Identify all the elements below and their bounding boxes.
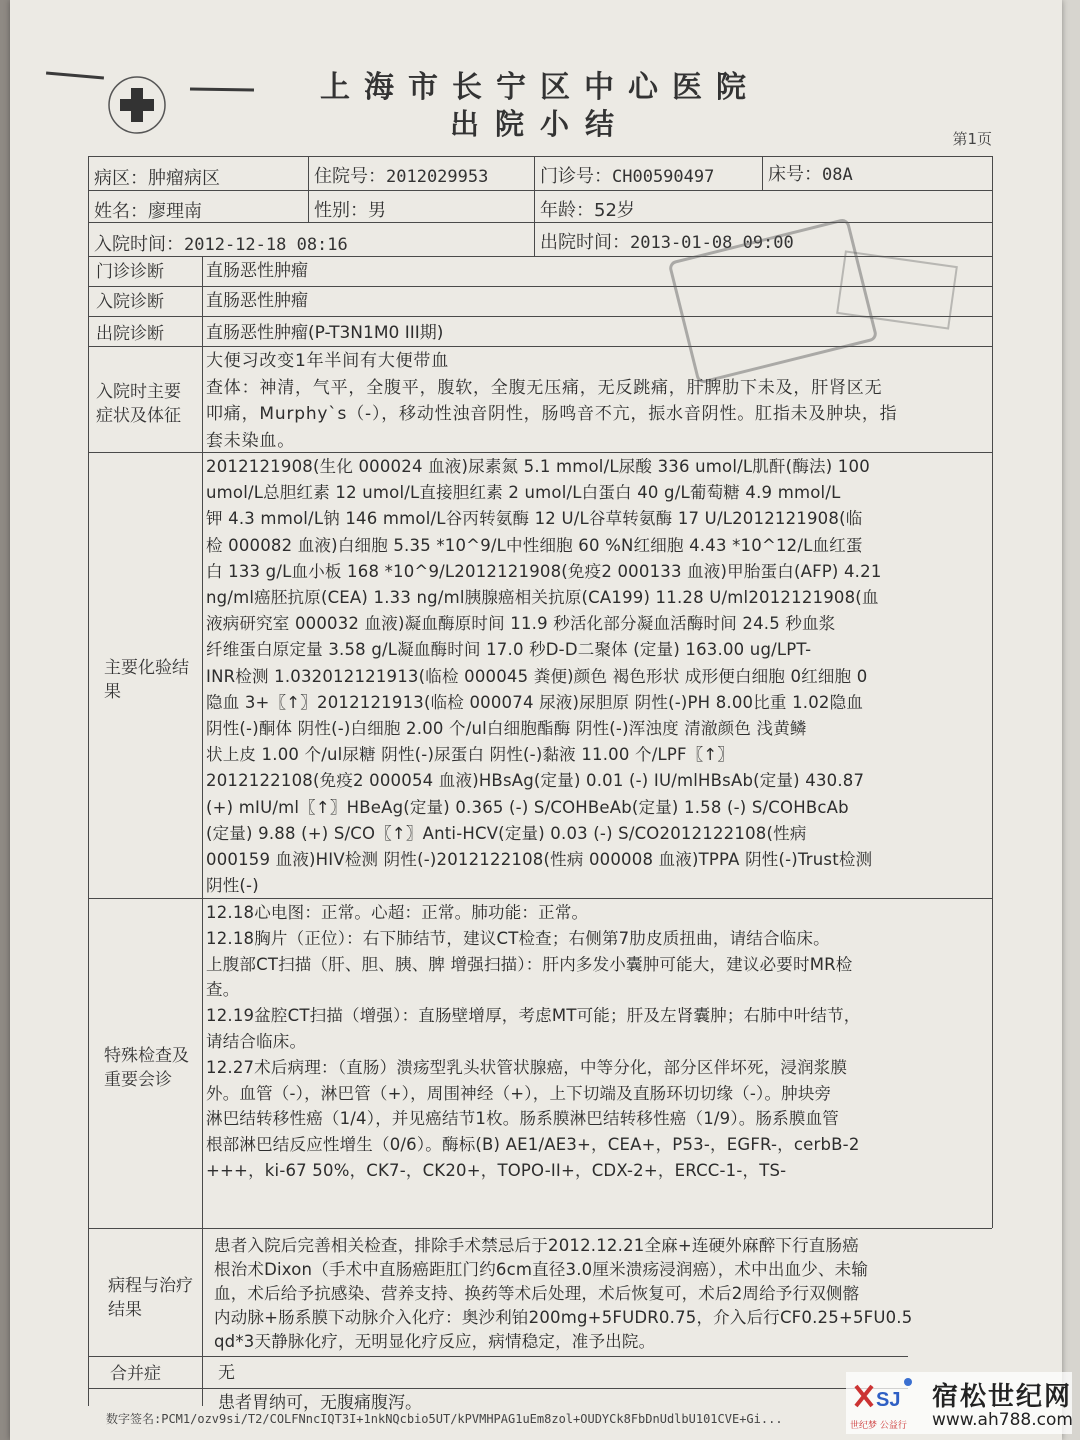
special-exams-text: 12.18心电图：正常。心超：正常。肺功能：正常。 12.18胸片（正位）：右下肺结节，建议CT检查；右侧第7肋皮质扭曲，请结合临床。 上腹部CT扫描（肝、胆、胰、脾 增强扫描）：肝内多发小囊肿可能大，建议必要时MR检 查。 12.19盆腔CT扫描（增强）：直肠壁增厚，考虑MT可能；肝及左肾囊肿；右肺中叶结节， 请结合临床。 12.27术后病理：（直肠）溃疡型乳头状管状腺癌，中等分化，部分区伴坏死，浸润浆膜 外。血管（-），淋巴管（+），周围神经（+），上下切端及直肠环切切缘（-）。肿块旁 淋巴结转移性癌（1/4），并见癌结节1枚。肠系膜淋巴结转移性癌（1/9）。肠系膜血管 根部淋巴结反应性增生（0/6）。酶标(B) AE1/AE3+，CEA+，P53-，EGFR-，cerbB-2 +++，ki-67 50%，CK7-，CK20+，TOPO-II+，CDX-2+，ERCC-1-，TS- [206,903,861,1180]
table-border-top [88,156,992,157]
site-name: 宿松世纪网 [932,1382,1073,1412]
symptoms-label: 入院时主要症状及体征 [96,382,181,426]
age-field [540,196,635,222]
table-label-divider [202,256,203,1406]
ward-field [94,164,220,190]
treatment-course-text: 患者入院后完善相关检查，排除手术禁忌后于2012.12.21全麻+连硬外麻醉下行直肠癌 根治术Dixon（手术中直肠癌距肛门约6cm直径3.0厘米溃疡浸润癌），术中出血少、未输 血，术后给予抗感染、营养支持、换药等术后处理，术后恢复可，术后2周给予行双侧髂 内动脉+肠系膜下动脉介入化疗：奥沙利铂200mg+5FUDR0.75，介入后行CF0.25+5FU0.5 qd*3天静脉化疗，无明显化疗反应，病情稳定，准予出院。 [214,1236,913,1351]
bed-field [768,160,853,186]
discharge-diagnosis: 直肠恶性肿瘤(P-T3N1M0 III期) [206,323,444,343]
site-watermark [846,1372,1072,1434]
ward-label: 病区： [94,168,148,189]
hospital-name: 上海市长宁区中心医院 [320,70,760,105]
outpatient-diagnosis: 直肠恶性肿瘤 [206,261,308,281]
lab-results-label: 主要化验结果 [104,658,189,702]
admission-diagnosis: 直肠恶性肿瘤 [206,291,308,311]
table-rule-vertical [308,156,309,222]
svg-text:SJ: SJ [876,1389,901,1411]
table-rule [88,1388,908,1389]
bed-label: 床号： [768,164,822,185]
digital-signature: 数字签名:PCM1/ozv9si/T2/COLFNncIQT3I+1nkNQcbio5UT/kPVMHPAG1uEm8zol+OUDYCk8FbDnUdlbU101CVE+Gi... [106,1412,783,1426]
complication-value: 无 [218,1363,235,1383]
outpatient-diagnosis-label: 门诊诊断 [96,262,164,282]
outpatient-no-label: 门诊号： [540,166,612,187]
table-rule [88,346,992,347]
age-value: 52岁 [594,200,635,221]
table-rule [88,1356,908,1357]
admission-diagnosis-label: 入院诊断 [96,292,164,312]
sex-field [314,196,386,222]
ward-value: 肿瘤病区 [148,168,220,189]
name-field [94,197,202,223]
admission-no-label: 住院号： [314,166,386,187]
symptoms-text: 大便习改变1年半间有大便带血 查体：神清，气平，全腹平，腹软，全腹无压痛，无反跳痛，肝脾肋下未及，肝肾区无 叩痛，Murphy`s（-），移动性浊音阴性，肠鸣音不亢，振水音阴性。肛指未及肿块，指 套未染血。 [206,351,898,451]
table-rule-vertical [534,156,535,256]
document-title: 出院小结 [449,107,630,141]
complication-label: 合并症 [110,1364,161,1384]
table-border-right [992,156,993,1228]
site-url: www.ah788.com [932,1410,1073,1430]
hospital-logo-icon [106,74,168,136]
discharge-time-value: 2013-01-08 09:00 [630,233,794,253]
admit-time-field [94,230,348,256]
name-label: 姓名： [94,201,148,222]
bed-value: 08A [822,165,853,185]
sex-value: 男 [368,200,386,221]
name-value: 廖理南 [148,201,202,222]
discharge-status-text: 患者胃纳可，无腹痛腹泻。 [218,1393,422,1413]
admit-time-label: 入院时间： [94,234,184,255]
site-logo-icon [850,1376,926,1416]
table-border-left [88,156,89,1406]
table-rule [88,1228,992,1229]
table-rule-vertical [762,156,763,190]
page-number: 第1页 [952,130,992,148]
special-exams-label: 特殊检查及重要会诊 [104,1046,189,1090]
outpatient-no-value: CH00590497 [612,167,715,187]
discharge-time-label: 出院时间： [540,232,630,253]
table-rule [88,190,992,191]
outpatient-no-field [540,162,714,188]
admit-time-value: 2012-12-18 08:16 [184,235,348,255]
sex-label: 性别： [314,200,368,221]
lab-results-text: 2012121908(生化 000024 血液)尿素氮 5.1 mmol/L尿酸 336 umol/L肌酐(酶法) 100 umol/L总胆红素 12 umol/L直接胆红素 2 umol/L白蛋白 40 g/L葡萄糖 4.9 mmol/L 钾 4.3 mmol/L钠 146 mmol/L谷丙转氨酶 12 U/L谷草转氨酶 17 U/L2012121908(临 检 000082 血液)白细胞 5.35 *10^9/L中性细胞 60 %N红细胞 4.43 *10^12/L血红蛋 白 133 g/L血小板 168 *10^9/L2012121908(免疫2 000133 血液)甲胎蛋白(AFP) 4.21 ng/ml癌胚抗原(CEA) 1.33 ng/ml胰腺癌相关抗原(CA199) 11.28 U/ml2012121908(血 液病研究室 000032 血液)凝血酶原时间 11.9 秒活化部分凝血活酶时间 24.5 秒血浆 纤维蛋白原定量 3.58 g/L凝血酶时间 17.0 秒D-D二聚体 (定量) 163.00 ug/LPT- INR检测 1.032012121913(临检 000045 粪便)颜色 褐色形状 成形便白细胞 0红细胞 0 隐血 3+〖↑〗2012121913(临检 000074 尿液)尿胆原 阴性(-)PH 8.00比重 1.02隐血 阴性(-)酮体 阴性(-)白细胞 2.00 个/ul白细胞酯酶 阴性(-)浑浊度 清澈颜色 浅黄鳞 状上皮 1.00 个/ul尿糖 阴性(-)尿蛋白 阴性(-)黏液 11.00 个/LPF〖↑〗 2012122108(免疫2 000054 血液)HBsAg(定量) 0.01 (-) IU/mlHBsAb(定量) 430.87 (+) mIU/ml〖↑〗HBeAg(定量) 0.365 (-) S/COHBeAb(定量) 1.58 (-) S/COHBcAb (定量) 9.88 (+) S/CO〖↑〗Anti-HCV(定量) 0.03 (-) S/CO2012122108(性病 000159 血液)HIV检测 阴性(-)2012122108(性病 000008 血液)TPPA 阴性(-)Trust检测 阴性(-) [206,457,882,896]
site-tagline: 世纪梦 公益行 [850,1421,907,1431]
discharge-diagnosis-label: 出院诊断 [96,324,164,344]
table-rule [88,222,992,223]
age-label: 年龄： [540,200,594,221]
admission-no-value: 2012029953 [386,167,489,187]
admission-no-field [314,162,488,188]
treatment-course-label: 病程与治疗结果 [108,1276,193,1320]
